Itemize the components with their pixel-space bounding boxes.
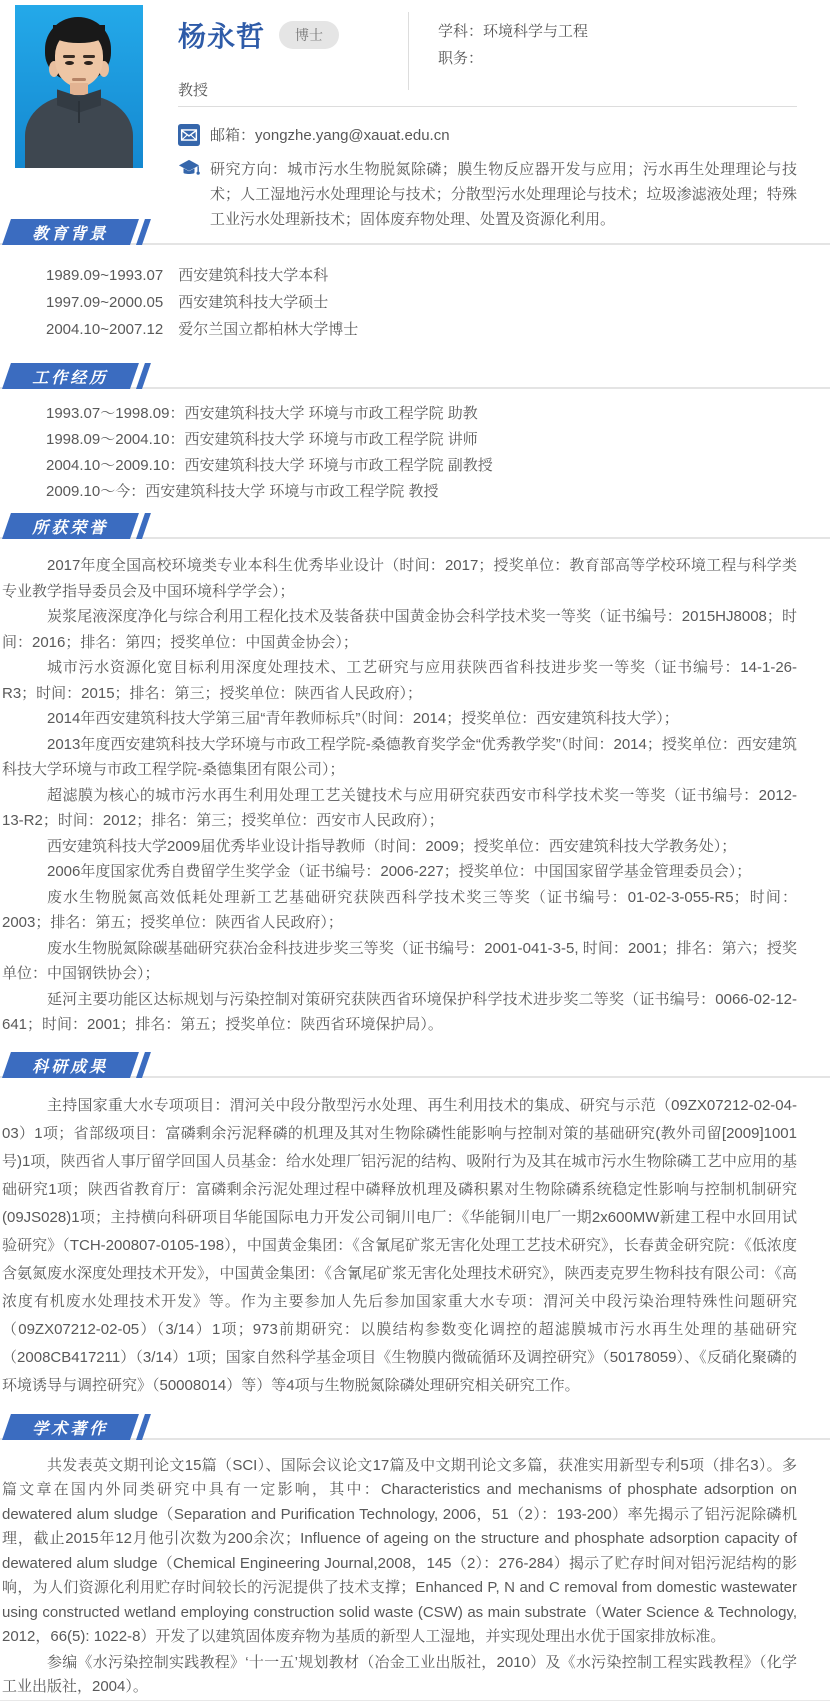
honor-item: 炭浆尾液深度净化与综合利用工程化技术及装备获中国黄金协会科学技术奖一等奖（证书编号：2015HJ8008；时间：2016；排名：第四；授奖单位：中国黄金协会）； — [2, 608, 797, 651]
honor-item: 2006年度国家优秀自费留学生奖学金（证书编号：2006-227；授奖单位：中国国家留学基金管理委员会）； — [47, 863, 752, 880]
graduation-cap-icon — [178, 158, 200, 180]
photo-fringe — [53, 25, 105, 43]
banner-tail-decoration — [136, 363, 151, 389]
position-label: 职务： — [438, 50, 484, 67]
honors-banner — [2, 513, 139, 539]
education-period: 1997.09~2000.05 — [46, 294, 164, 311]
section-header-honors — [0, 513, 830, 539]
work-list — [46, 401, 797, 505]
degree-badge: 博士 — [279, 21, 339, 49]
honor-item: 超滤膜为核心的城市污水再生利用处理工艺关键技术与应用研究获西安市科学技术奖一等奖（证书编号：2012-13-R2；时间：2012；排名：第三；授奖单位：西安市人民政府）； — [2, 786, 797, 829]
professional-title: 教授 — [178, 82, 209, 99]
honor-item: 废水生物脱氮高效低耗处理新工艺基础研究获陕西科学技术奖三等奖（证书编号：01-02-3-055-R5；时间：2003；排名：第五；授奖单位：陕西省人民政府）； — [2, 888, 797, 931]
email-label: 邮箱： — [210, 127, 256, 144]
scientific-content — [2, 1092, 797, 1400]
scientific-paragraph: 主持国家重大水专项项目：渭河关中段分散型污水处理、再生利用技术的集成、研究与示范（09ZX07212-02-04-03）1项；省部级项目：富磷剩余污泥释磷的机理及其对生物除磷性能影响与控制对策的基础研究(教外司留[2009]1001号)1项，陕西省人事厅留学回国人员基金：给水处理厂铝污泥的结构、吸附行为及其在城市污水生物除磷工艺中应用的基础研究1项；陕西省教育厅：富磷剩余污泥处理过程中磷释放机理及磷积累对生物除磷系统稳定性影响与控制机制研究(09JS028)1项；主持横向科研项目华能国际电力开发公司铜川电厂：《华能铜川电厂一期2x600MW新建工程中水回用试验研究》（TCH-200807-0105-198），中国黄金集团：《含氰尾矿浆无害化处理工艺技术研究》，长春黄金研究院：《低浓度含氨氮废水深度处理技术开发》，中国黄金集团：《含氰尾矿浆无害化处理技术研究》，陕西麦克罗生物科技有限公司：《高浓度有机废水处理技术开发》等。作为主要参加人先后参加国家重大水专项：渭河关中段污染治理特殊性问题研究（09ZX07212-02-05）（3/14）1项；973前期研究：以膜结构参数变化调控的超滤膜城市污水再生处理的基础研究（2008CB417211）（3/14）1项；国家自然科学基金项目《生物膜内微硫循环及调控研究》（50178059）、《反硝化聚磷的环境诱导与调控研究》（50008014）等）等4项与生物脱氮除磷处理研究相关研究工作。 — [2, 1096, 798, 1394]
section-header-scientific — [0, 1052, 830, 1078]
envelope-icon — [178, 124, 200, 146]
publications-title: 学术著作 — [32, 1420, 109, 1437]
banner-tail-decoration — [136, 513, 151, 539]
publications-paragraph: 参编《水污染控制实践教程》‘十一五’规划教材（冶金工业出版社，2010）及《水污染控制工程实践教程》（化学工业出版社，2004）。 — [2, 1653, 797, 1695]
publications-banner — [2, 1414, 139, 1440]
work-title: 工作经历 — [32, 369, 109, 387]
section-header-education — [0, 219, 830, 245]
banner-tail-decoration — [136, 1052, 151, 1078]
education-detail: 爱尔兰国立都柏林大学博士 — [178, 321, 359, 338]
education-period: 2004.10~2007.12 — [46, 321, 164, 338]
honor-item: 城市污水资源化宽目标利用深度处理技术、工艺研究与应用获陕西省科技进步奖一等奖（证书编号：14-1-26-R3；时间：2015；排名：第三；授奖单位：陕西省人民政府）； — [2, 659, 797, 702]
discipline-value: 环境科学与工程 — [483, 23, 589, 40]
section-header-work — [0, 363, 830, 389]
publications-content — [2, 1454, 797, 1700]
honor-item: 西安建筑科技大学2009届优秀毕业设计指导教师（时间：2009；授奖单位：西安建筑科技大学教务处）； — [47, 837, 737, 855]
research-text: 城市污水生物脱氮除磷；膜生物反应器开发与应用；污水再生处理理论与技术；人工湿地污水处理理论与技术；分散型污水处理理论与技术；垃圾渗滤液处理；特殊工业污水处理新技术；固体废弃物处理、处置及资源化利用。 — [210, 161, 797, 228]
profile-photo — [15, 5, 143, 168]
education-title: 教育背景 — [32, 225, 109, 243]
section-header-publications — [0, 1414, 830, 1440]
email-row — [178, 123, 797, 148]
work-item: 1993.07～1998.09：西安建筑科技大学 环境与市政工程学院 助教 — [46, 405, 478, 422]
education-banner — [2, 219, 139, 245]
honors-list — [2, 553, 797, 1038]
honors-title: 所获荣誉 — [32, 519, 109, 537]
position-row — [438, 45, 588, 72]
honor-item: 2014年西安建筑科技大学第三届“青年教师标兵”（时间：2014；授奖单位：西安建筑科技大学）； — [47, 710, 679, 727]
education-detail: 西安建筑科技大学本科 — [178, 267, 329, 284]
banner-tail-decoration — [136, 219, 151, 245]
education-item — [46, 316, 797, 343]
education-item — [46, 289, 797, 316]
work-item: 1998.09～2004.10：西安建筑科技大学 环境与市政工程学院 讲师 — [46, 431, 478, 448]
work-item: 2009.10～今：西安建筑科技大学 环境与市政工程学院 教授 — [46, 483, 439, 500]
email-link[interactable]: yongzhe.yang@xauat.edu.cn — [255, 127, 450, 144]
discipline-label: 学科： — [438, 23, 484, 40]
education-period: 1989.09~1993.07 — [46, 267, 164, 284]
education-item — [46, 262, 797, 289]
honor-item: 废水生物脱氮除碳基础研究获冶金科技进步奖三等奖（证书编号：2001-041-3-5, 时间：2001；排名：第六；授奖单位：中国钢铁协会）； — [2, 939, 797, 982]
work-item: 2004.10～2009.10：西安建筑科技大学 环境与市政工程学院 副教授 — [46, 457, 493, 474]
honor-item: 2017年度全国高校环境类专业本科生优秀毕业设计（时间：2017；授奖单位：教育部高等学校环境工程与科学类专业教学指导委员会及中国环境科学学会）； — [2, 557, 797, 600]
banner-tail-decoration — [136, 1414, 151, 1440]
education-list — [46, 262, 797, 343]
education-detail: 西安建筑科技大学硕士 — [178, 294, 329, 311]
person-name: 杨永哲 — [178, 21, 266, 52]
work-banner — [2, 363, 139, 389]
honor-item: 延河主要功能区达标规划与污染控制对策研究获陕西省环境保护科学技术进步奖二等奖（证书编号：0066-02-12-641；时间：2001；排名：第五；授奖单位：陕西省环境保护局）。 — [2, 990, 797, 1033]
scientific-banner — [2, 1052, 139, 1078]
publications-paragraph: 共发表英文期刊论文15篇（SCI）、国际会议论文17篇及中文期刊论文多篇，获准实用新型专利5项（排名3）。多篇文章在国内外同类研究中具有一定影响，其中：Characteristics and mechanisms of phosphate adsorption on dewatered alum sludge（Separation and Purification Technology, 2006，51（2）：193-200）率先揭示了铝污泥除磷机理，截止2015年12月他引次数为200余次；Influence of ageing on the structure and phosphate adsorption capacity of dewatered alum sludge（Chemical Engineering Journal,2008，145（2）：276-284）揭示了贮存时间对铝污泥结构的影响，为人们资源化利用贮存时间较长的污泥提供了技术支撑；Enhanced P, N and C removal from domestic wastewater using constructed wetland employing construction solid waste (CSW) as main substrate（Water Science & Technology, 2012，66(5): 1022-8）开发了以建筑固体废弃物为基质的新型人工湿地，并实现处理出水优于国家排放标准。 — [2, 1456, 797, 1645]
research-label: 研究方向： — [210, 161, 288, 178]
scientific-title: 科研成果 — [32, 1058, 109, 1075]
profile-header — [0, 0, 830, 228]
honor-item: 2013年度西安建筑科技大学环境与市政工程学院-桑德教育奖学金“优秀教学奖”（时间：2014；授奖单位：西安建筑科技大学环境与市政工程学院-桑德集团有限公司）； — [2, 735, 797, 778]
discipline-row — [438, 18, 588, 45]
